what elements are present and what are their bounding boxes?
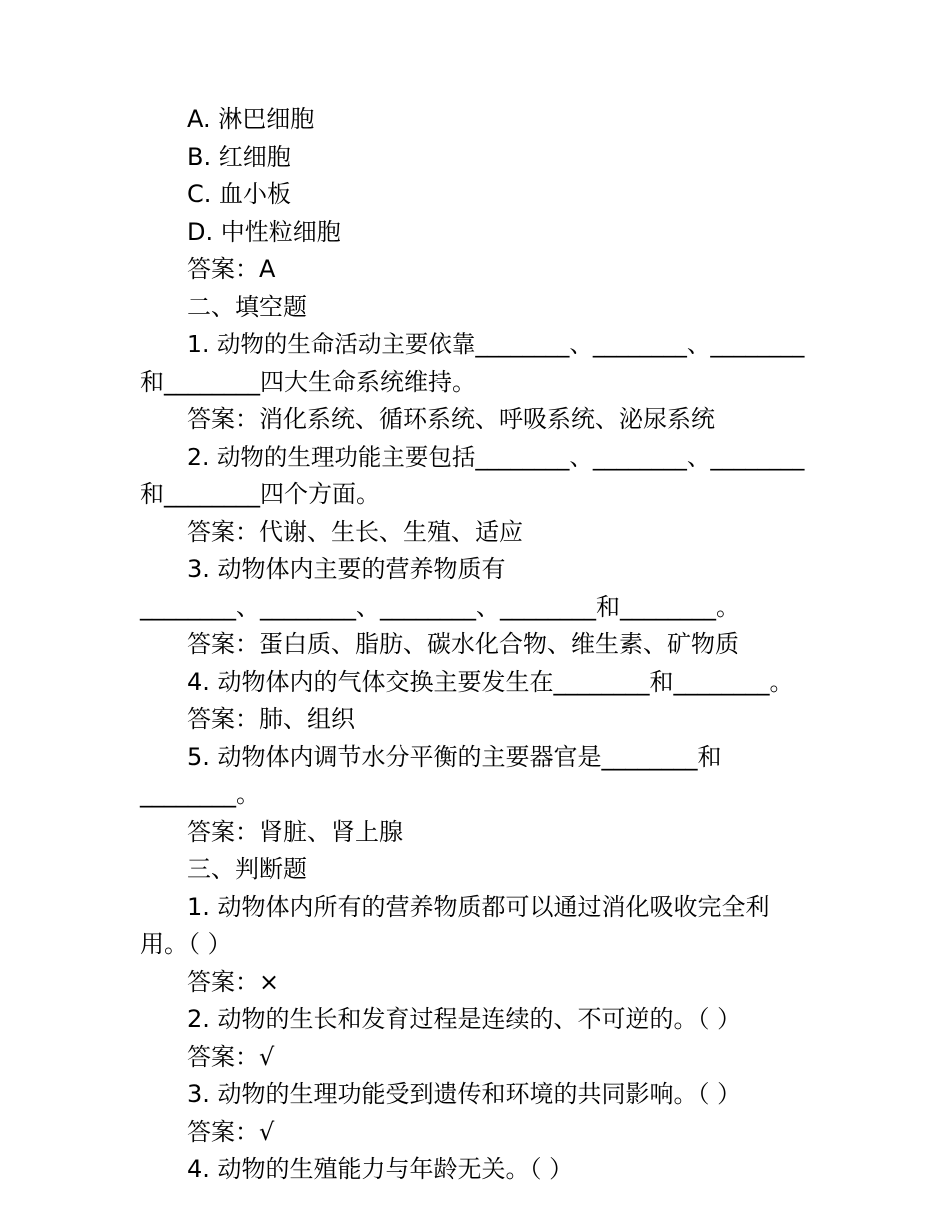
document-body — [140, 101, 810, 1189]
text-line: D. 中性粒细胞 — [187, 217, 341, 246]
text-line: 3. 动物的生理功能受到遗传和环境的共同影响。（ ） — [187, 1080, 742, 1108]
text-line: 5. 动物体内调节水分平衡的主要器官是________和 — [187, 742, 722, 771]
text-line: 答案：肺、组织 — [187, 705, 355, 733]
text-line: 答案：消化系统、循环系统、呼吸系统、泌尿系统 — [187, 405, 715, 433]
text-line: 2. 动物的生长和发育过程是连续的、不可逆的。（ ） — [187, 1005, 742, 1033]
text-line: 1. 动物的生命活动主要依靠________、________、________ — [187, 330, 805, 358]
text-line: 答案：× — [187, 967, 280, 996]
text-line: 2. 动物的生理功能主要包括________、________、________ — [187, 442, 805, 471]
text-line: B. 红细胞 — [187, 142, 291, 171]
text-line: 和________四个方面。 — [140, 480, 380, 508]
text-line: ________。 — [140, 780, 260, 808]
text-line: 答案：肾脏、肾上腺 — [187, 817, 403, 846]
text-line: 1. 动物体内所有的营养物质都可以通过消化吸收完全利 — [187, 892, 770, 921]
text-line: 二、填空题 — [187, 292, 307, 321]
text-line: 答案：√ — [187, 1117, 275, 1146]
text-line: 答案：代谢、生长、生殖、适应 — [187, 517, 523, 546]
text-line: 答案：√ — [187, 1042, 275, 1071]
text-line: 4. 动物的生殖能力与年龄无关。（ ） — [187, 1155, 574, 1183]
text-line: 三、判断题 — [187, 855, 307, 883]
text-line: 答案：蛋白质、脂肪、碳水化合物、维生素、矿物质 — [187, 630, 739, 658]
text-line: C. 血小板 — [187, 180, 292, 208]
text-line: 4. 动物体内的气体交换主要发生在________和________。 — [187, 667, 794, 696]
text-line: 3. 动物体内主要的营养物质有 — [187, 555, 506, 583]
text-line: 和________四大生命系统维持。 — [140, 367, 476, 396]
text-line: A. 淋巴细胞 — [187, 105, 315, 133]
text-line: 答案：A — [187, 255, 276, 283]
text-line: 用。（ ） — [140, 930, 232, 958]
text-line: ________、________、________、________和________。 — [140, 592, 740, 621]
